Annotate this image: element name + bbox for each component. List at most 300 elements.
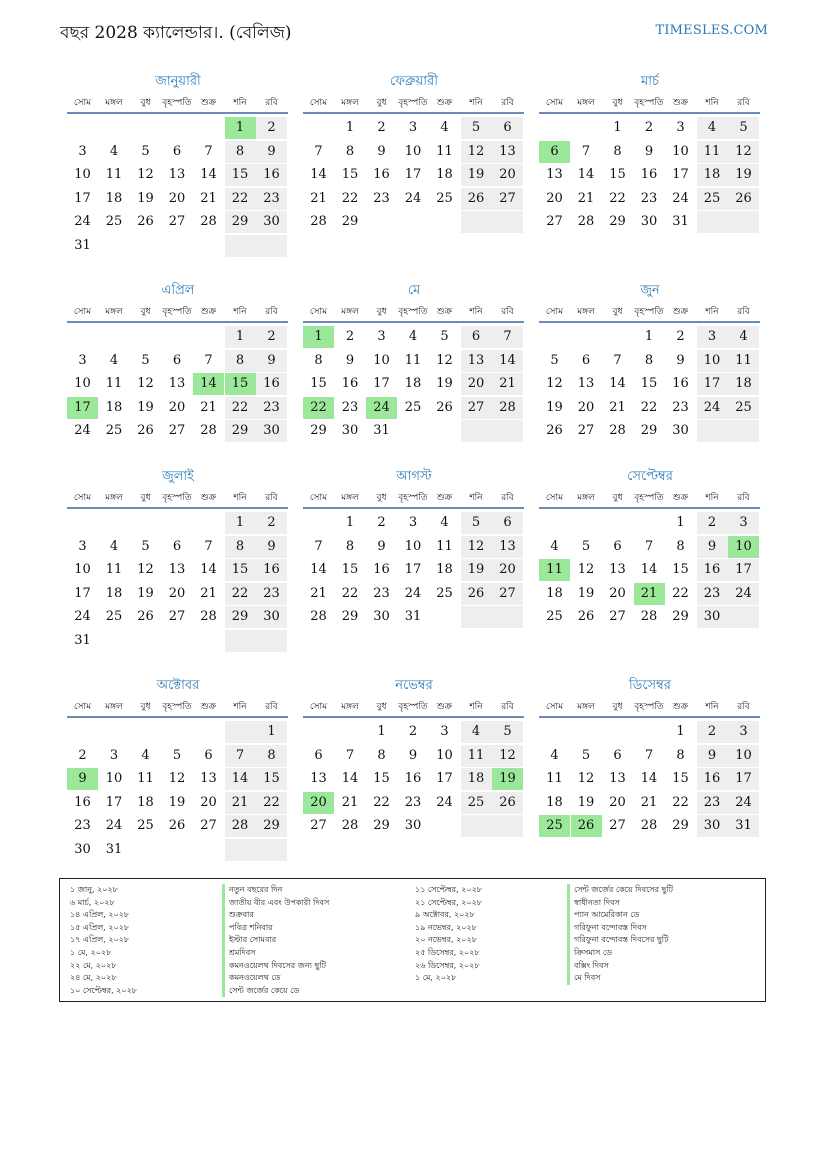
day-cell[interactable]: 11 <box>105 562 123 577</box>
day-cell[interactable]: 19 <box>577 794 595 810</box>
day-cell[interactable]: 13 <box>577 376 595 391</box>
day-cell[interactable]: 22 <box>225 583 256 605</box>
day-cell[interactable]: 18 <box>105 585 123 601</box>
day-cell[interactable]: 16 <box>373 562 390 577</box>
day-cell[interactable]: 23 <box>697 792 728 814</box>
day-cell[interactable]: 27 <box>461 397 492 419</box>
day-cell[interactable]: 17 <box>74 585 91 601</box>
day-cell[interactable]: 8 <box>613 143 622 159</box>
day-cell[interactable]: 1 <box>225 326 256 348</box>
day-cell[interactable]: 5 <box>461 512 492 534</box>
day-cell[interactable]: 11 <box>546 771 563 786</box>
day-cell[interactable]: 30 <box>697 606 728 628</box>
day-cell[interactable]: 24 <box>74 214 91 229</box>
day-cell[interactable]: 2 <box>78 747 87 763</box>
day-cell[interactable]: 16 <box>256 164 287 186</box>
day-cell[interactable]: 2 <box>676 329 685 344</box>
day-cell[interactable]: 12 <box>728 141 759 163</box>
day-cell[interactable]: 7 <box>314 143 323 159</box>
day-cell[interactable]: 15 <box>609 167 626 182</box>
day-cell[interactable]: 12 <box>436 352 453 368</box>
day-cell[interactable]: 14 <box>341 771 359 786</box>
day-cell[interactable]: 21 <box>310 585 327 601</box>
day-cell[interactable]: 31 <box>105 841 123 857</box>
day-cell[interactable]: 3 <box>408 120 418 135</box>
day-cell[interactable]: 15 <box>225 559 256 581</box>
day-cell[interactable]: 5 <box>581 747 591 763</box>
day-cell[interactable]: 6 <box>172 538 182 554</box>
day-cell[interactable]: 4 <box>550 538 559 554</box>
day-cell[interactable]: 25 <box>728 397 759 419</box>
day-cell[interactable]: 16 <box>404 771 422 786</box>
day-cell[interactable]: 18 <box>546 794 563 810</box>
day-cell[interactable]: 29 <box>373 818 390 833</box>
day-cell[interactable]: 31 <box>74 237 91 253</box>
day-cell[interactable]: 9 <box>697 745 728 767</box>
day-cell[interactable]: 16 <box>373 167 390 182</box>
day-cell[interactable]: 23 <box>256 397 287 419</box>
day-cell[interactable]: 11 <box>105 167 123 182</box>
day-cell[interactable]: 14 <box>577 167 595 182</box>
day-cell[interactable]: 1 <box>644 329 654 344</box>
day-cell[interactable]: 23 <box>640 190 658 206</box>
day-cell[interactable]: 22 <box>672 585 689 601</box>
day-cell[interactable]: 1 <box>613 120 622 135</box>
day-cell[interactable]: 6 <box>314 747 323 763</box>
day-cell[interactable]: 10 <box>697 350 728 372</box>
day-cell[interactable]: 24 <box>366 397 397 419</box>
day-cell[interactable]: 30 <box>341 423 359 438</box>
day-cell[interactable]: 17 <box>373 376 390 391</box>
day-cell[interactable]: 2 <box>697 721 728 743</box>
day-cell[interactable]: 29 <box>256 815 287 837</box>
day-cell[interactable]: 6 <box>581 352 591 368</box>
day-cell[interactable]: 13 <box>492 536 523 558</box>
day-cell[interactable]: 17 <box>67 397 98 419</box>
day-cell[interactable]: 29 <box>609 214 626 229</box>
day-cell[interactable]: 23 <box>373 585 390 601</box>
day-cell[interactable]: 2 <box>256 512 287 534</box>
day-cell[interactable]: 7 <box>314 538 323 554</box>
day-cell[interactable]: 22 <box>225 188 256 210</box>
day-cell[interactable]: 4 <box>728 326 759 348</box>
day-cell[interactable]: 4 <box>697 117 728 139</box>
day-cell[interactable]: 30 <box>373 609 390 624</box>
day-cell[interactable]: 8 <box>225 141 256 163</box>
day-cell[interactable]: 21 <box>341 794 359 810</box>
day-cell[interactable]: 31 <box>373 423 390 438</box>
day-cell[interactable]: 14 <box>492 350 523 372</box>
day-cell[interactable]: 26 <box>728 188 759 210</box>
day-cell[interactable]: 27 <box>200 818 217 833</box>
day-cell[interactable]: 30 <box>256 420 287 442</box>
day-cell[interactable]: 20 <box>577 399 595 415</box>
day-cell[interactable]: 15 <box>672 562 689 577</box>
day-cell[interactable]: 26 <box>168 818 186 833</box>
day-cell[interactable]: 19 <box>461 559 492 581</box>
day-cell[interactable]: 17 <box>672 167 689 182</box>
day-cell[interactable]: 25 <box>105 609 123 624</box>
day-cell[interactable]: 18 <box>728 373 759 395</box>
day-cell[interactable]: 5 <box>172 747 182 763</box>
day-cell[interactable]: 28 <box>310 214 327 229</box>
day-cell[interactable]: 13 <box>310 771 327 786</box>
day-cell[interactable]: 22 <box>373 794 390 810</box>
day-cell[interactable]: 28 <box>640 818 658 833</box>
day-cell[interactable]: 13 <box>492 141 523 163</box>
day-cell[interactable]: 30 <box>256 211 287 233</box>
day-cell[interactable]: 11 <box>105 376 123 391</box>
day-cell[interactable]: 16 <box>697 559 728 581</box>
day-cell[interactable]: 4 <box>408 329 418 344</box>
day-cell[interactable]: 24 <box>404 190 422 206</box>
day-cell[interactable]: 9 <box>676 352 685 368</box>
day-cell[interactable]: 19 <box>137 399 154 415</box>
day-cell[interactable]: 3 <box>676 120 685 135</box>
day-cell[interactable]: 15 <box>640 376 658 391</box>
day-cell[interactable]: 7 <box>204 143 213 159</box>
day-cell[interactable]: 25 <box>436 190 453 206</box>
day-cell[interactable]: 8 <box>676 747 685 763</box>
day-cell[interactable]: 26 <box>137 423 154 438</box>
day-cell[interactable]: 10 <box>404 538 422 554</box>
day-cell[interactable]: 20 <box>461 373 492 395</box>
day-cell[interactable]: 12 <box>137 376 154 391</box>
day-cell[interactable]: 10 <box>404 143 422 159</box>
day-cell[interactable]: 9 <box>345 352 355 368</box>
day-cell[interactable]: 5 <box>141 352 150 368</box>
day-cell[interactable]: 13 <box>200 771 217 786</box>
day-cell[interactable]: 6 <box>492 117 523 139</box>
day-cell[interactable]: 7 <box>204 538 213 554</box>
day-cell[interactable]: 29 <box>225 420 256 442</box>
day-cell[interactable]: 25 <box>546 609 563 624</box>
day-cell[interactable]: 26 <box>436 399 453 415</box>
day-cell[interactable]: 20 <box>609 585 626 601</box>
day-cell[interactable]: 21 <box>640 794 658 810</box>
day-cell[interactable]: 22 <box>256 792 287 814</box>
day-cell[interactable]: 16 <box>256 373 287 395</box>
site-name[interactable]: TIMESLES.COM <box>655 23 768 38</box>
day-cell[interactable]: 9 <box>67 768 98 790</box>
day-cell[interactable]: 8 <box>345 143 355 159</box>
day-cell[interactable]: 21 <box>200 190 217 206</box>
day-cell[interactable]: 11 <box>404 352 422 368</box>
day-cell[interactable]: 17 <box>404 562 422 577</box>
day-cell[interactable]: 24 <box>404 585 422 601</box>
day-cell[interactable]: 21 <box>225 792 256 814</box>
day-cell[interactable]: 23 <box>341 399 359 415</box>
day-cell[interactable]: 9 <box>256 536 287 558</box>
day-cell[interactable]: 13 <box>546 167 563 182</box>
day-cell[interactable]: 10 <box>373 352 390 368</box>
day-cell[interactable]: 11 <box>436 143 453 159</box>
day-cell[interactable]: 9 <box>256 350 287 372</box>
day-cell[interactable]: 11 <box>728 350 759 372</box>
day-cell[interactable]: 25 <box>539 815 570 837</box>
day-cell[interactable]: 7 <box>644 747 654 763</box>
day-cell[interactable]: 19 <box>461 164 492 186</box>
day-cell[interactable]: 8 <box>345 538 355 554</box>
day-cell[interactable]: 21 <box>200 399 217 415</box>
day-cell[interactable]: 27 <box>492 583 523 605</box>
day-cell[interactable]: 2 <box>377 120 386 135</box>
day-cell[interactable]: 19 <box>492 768 523 790</box>
day-cell[interactable]: 24 <box>436 794 453 810</box>
day-cell[interactable]: 26 <box>577 609 595 624</box>
day-cell[interactable]: 19 <box>546 399 563 415</box>
day-cell[interactable]: 1 <box>225 117 256 139</box>
day-cell[interactable]: 3 <box>440 724 449 739</box>
day-cell[interactable]: 14 <box>310 562 327 577</box>
day-cell[interactable]: 16 <box>697 768 728 790</box>
day-cell[interactable]: 12 <box>577 771 595 786</box>
day-cell[interactable]: 6 <box>539 141 570 163</box>
day-cell[interactable]: 1 <box>676 515 685 530</box>
day-cell[interactable]: 11 <box>461 745 492 767</box>
day-cell[interactable]: 2 <box>256 326 287 348</box>
day-cell[interactable]: 6 <box>172 143 182 159</box>
day-cell[interactable]: 23 <box>697 583 728 605</box>
day-cell[interactable]: 29 <box>341 214 359 229</box>
day-cell[interactable]: 16 <box>74 794 91 810</box>
day-cell[interactable]: 7 <box>613 352 622 368</box>
day-cell[interactable]: 10 <box>74 562 91 577</box>
day-cell[interactable]: 3 <box>408 515 418 530</box>
day-cell[interactable]: 8 <box>644 352 654 368</box>
day-cell[interactable]: 22 <box>225 397 256 419</box>
day-cell[interactable]: 30 <box>404 818 422 833</box>
day-cell[interactable]: 15 <box>310 376 327 391</box>
day-cell[interactable]: 17 <box>728 559 759 581</box>
day-cell[interactable]: 4 <box>440 515 449 530</box>
day-cell[interactable]: 4 <box>109 352 119 368</box>
day-cell[interactable]: 25 <box>137 818 154 833</box>
day-cell[interactable]: 15 <box>225 164 256 186</box>
day-cell[interactable]: 26 <box>137 609 154 624</box>
day-cell[interactable]: 18 <box>105 399 123 415</box>
day-cell[interactable]: 29 <box>672 609 689 624</box>
day-cell[interactable]: 21 <box>492 373 523 395</box>
day-cell[interactable]: 22 <box>640 399 658 415</box>
day-cell[interactable]: 14 <box>200 167 217 182</box>
day-cell[interactable]: 27 <box>168 423 186 438</box>
day-cell[interactable]: 18 <box>546 585 563 601</box>
day-cell[interactable]: 17 <box>105 794 123 810</box>
day-cell[interactable]: 2 <box>345 329 355 344</box>
day-cell[interactable]: 19 <box>577 585 595 601</box>
day-cell[interactable]: 8 <box>256 745 287 767</box>
day-cell[interactable]: 3 <box>728 512 759 534</box>
day-cell[interactable]: 9 <box>697 536 728 558</box>
day-cell[interactable]: 31 <box>404 609 422 624</box>
day-cell[interactable]: 20 <box>168 399 186 415</box>
day-cell[interactable]: 29 <box>225 211 256 233</box>
day-cell[interactable]: 16 <box>640 167 658 182</box>
day-cell[interactable]: 23 <box>373 190 390 206</box>
day-cell[interactable]: 12 <box>137 562 154 577</box>
day-cell[interactable]: 17 <box>74 190 91 206</box>
day-cell[interactable]: 3 <box>109 747 119 763</box>
day-cell[interactable]: 14 <box>640 562 658 577</box>
day-cell[interactable]: 28 <box>200 423 217 438</box>
day-cell[interactable]: 4 <box>550 747 559 763</box>
day-cell[interactable]: 8 <box>377 747 386 763</box>
day-cell[interactable]: 1 <box>225 512 256 534</box>
day-cell[interactable]: 13 <box>168 376 186 391</box>
day-cell[interactable]: 26 <box>492 792 523 814</box>
day-cell[interactable]: 25 <box>461 792 492 814</box>
day-cell[interactable]: 1 <box>303 326 334 348</box>
day-cell[interactable]: 26 <box>461 583 492 605</box>
day-cell[interactable]: 10 <box>105 771 123 786</box>
day-cell[interactable]: 10 <box>728 745 759 767</box>
day-cell[interactable]: 24 <box>728 792 759 814</box>
day-cell[interactable]: 22 <box>303 397 334 419</box>
day-cell[interactable]: 14 <box>640 771 658 786</box>
day-cell[interactable]: 27 <box>609 818 626 833</box>
day-cell[interactable]: 10 <box>672 143 689 159</box>
day-cell[interactable]: 12 <box>137 167 154 182</box>
day-cell[interactable]: 19 <box>168 794 186 810</box>
day-cell[interactable]: 25 <box>697 188 728 210</box>
day-cell[interactable]: 8 <box>225 536 256 558</box>
day-cell[interactable]: 26 <box>461 188 492 210</box>
day-cell[interactable]: 6 <box>204 747 213 763</box>
day-cell[interactable]: 28 <box>577 214 595 229</box>
day-cell[interactable]: 20 <box>168 585 186 601</box>
day-cell[interactable]: 20 <box>546 190 563 206</box>
day-cell[interactable]: 22 <box>672 794 689 810</box>
day-cell[interactable]: 30 <box>672 423 689 438</box>
day-cell[interactable]: 15 <box>341 562 359 577</box>
day-cell[interactable]: 9 <box>408 747 418 763</box>
day-cell[interactable]: 28 <box>310 609 327 624</box>
day-cell[interactable]: 26 <box>546 423 563 438</box>
day-cell[interactable]: 4 <box>461 721 492 743</box>
day-cell[interactable]: 4 <box>440 120 449 135</box>
day-cell[interactable]: 5 <box>141 538 150 554</box>
day-cell[interactable]: 20 <box>168 190 186 206</box>
day-cell[interactable]: 25 <box>105 423 123 438</box>
day-cell[interactable]: 20 <box>609 794 626 810</box>
day-cell[interactable]: 28 <box>609 423 626 438</box>
day-cell[interactable]: 20 <box>200 794 217 810</box>
day-cell[interactable]: 24 <box>672 190 689 206</box>
day-cell[interactable]: 18 <box>697 164 728 186</box>
day-cell[interactable]: 5 <box>581 538 591 554</box>
day-cell[interactable]: 2 <box>697 512 728 534</box>
day-cell[interactable]: 22 <box>341 190 359 206</box>
day-cell[interactable]: 10 <box>436 747 453 763</box>
day-cell[interactable]: 10 <box>728 536 759 558</box>
day-cell[interactable]: 13 <box>168 562 186 577</box>
day-cell[interactable]: 19 <box>137 190 154 206</box>
day-cell[interactable]: 6 <box>613 538 622 554</box>
day-cell[interactable]: 17 <box>697 373 728 395</box>
day-cell[interactable]: 1 <box>345 515 355 530</box>
day-cell[interactable]: 6 <box>172 352 182 368</box>
day-cell[interactable]: 29 <box>640 423 658 438</box>
day-cell[interactable]: 30 <box>256 606 287 628</box>
day-cell[interactable]: 12 <box>168 771 186 786</box>
day-cell[interactable]: 18 <box>461 768 492 790</box>
day-cell[interactable]: 12 <box>492 745 523 767</box>
day-cell[interactable]: 5 <box>492 721 523 743</box>
day-cell[interactable]: 14 <box>225 768 256 790</box>
day-cell[interactable]: 22 <box>341 585 359 601</box>
day-cell[interactable]: 16 <box>341 376 359 391</box>
day-cell[interactable]: 14 <box>609 376 626 391</box>
day-cell[interactable]: 8 <box>225 350 256 372</box>
day-cell[interactable]: 23 <box>256 188 287 210</box>
day-cell[interactable]: 13 <box>168 167 186 182</box>
day-cell[interactable]: 6 <box>492 512 523 534</box>
day-cell[interactable]: 27 <box>168 609 186 624</box>
day-cell[interactable]: 28 <box>640 609 658 624</box>
day-cell[interactable]: 18 <box>137 794 154 810</box>
day-cell[interactable]: 15 <box>341 167 359 182</box>
day-cell[interactable]: 3 <box>377 329 386 344</box>
day-cell[interactable]: 13 <box>609 562 626 577</box>
day-cell[interactable]: 31 <box>728 815 759 837</box>
day-cell[interactable]: 9 <box>377 143 386 159</box>
day-cell[interactable]: 2 <box>644 120 654 135</box>
day-cell[interactable]: 19 <box>137 585 154 601</box>
day-cell[interactable]: 27 <box>546 214 563 229</box>
day-cell[interactable]: 18 <box>436 562 453 577</box>
day-cell[interactable]: 1 <box>377 724 386 739</box>
day-cell[interactable]: 12 <box>546 376 563 391</box>
day-cell[interactable]: 18 <box>105 190 123 206</box>
day-cell[interactable]: 12 <box>577 562 595 577</box>
day-cell[interactable]: 23 <box>74 818 91 833</box>
day-cell[interactable]: 22 <box>609 190 626 206</box>
day-cell[interactable]: 25 <box>436 585 453 601</box>
day-cell[interactable]: 15 <box>373 771 390 786</box>
day-cell[interactable]: 28 <box>200 214 217 229</box>
day-cell[interactable]: 7 <box>644 538 654 554</box>
day-cell[interactable]: 21 <box>577 190 595 206</box>
day-cell[interactable]: 27 <box>492 188 523 210</box>
day-cell[interactable]: 21 <box>310 190 327 206</box>
day-cell[interactable]: 3 <box>728 721 759 743</box>
day-cell[interactable]: 13 <box>461 350 492 372</box>
day-cell[interactable]: 27 <box>577 423 595 438</box>
day-cell[interactable]: 5 <box>461 117 492 139</box>
day-cell[interactable]: 7 <box>492 326 523 348</box>
day-cell[interactable]: 17 <box>436 771 453 786</box>
day-cell[interactable]: 24 <box>728 583 759 605</box>
day-cell[interactable]: 27 <box>168 214 186 229</box>
day-cell[interactable]: 7 <box>225 745 256 767</box>
day-cell[interactable]: 24 <box>105 818 123 833</box>
day-cell[interactable]: 16 <box>672 376 689 391</box>
day-cell[interactable]: 26 <box>137 214 154 229</box>
day-cell[interactable]: 17 <box>728 768 759 790</box>
day-cell[interactable]: 5 <box>440 329 449 344</box>
day-cell[interactable]: 5 <box>728 117 759 139</box>
day-cell[interactable]: 7 <box>345 747 355 763</box>
day-cell[interactable]: 5 <box>550 352 559 368</box>
day-cell[interactable]: 4 <box>109 143 119 159</box>
day-cell[interactable]: 3 <box>78 538 87 554</box>
day-cell[interactable]: 9 <box>256 141 287 163</box>
day-cell[interactable]: 10 <box>74 376 91 391</box>
day-cell[interactable]: 11 <box>539 559 570 581</box>
day-cell[interactable]: 21 <box>200 585 217 601</box>
day-cell[interactable]: 29 <box>672 818 689 833</box>
